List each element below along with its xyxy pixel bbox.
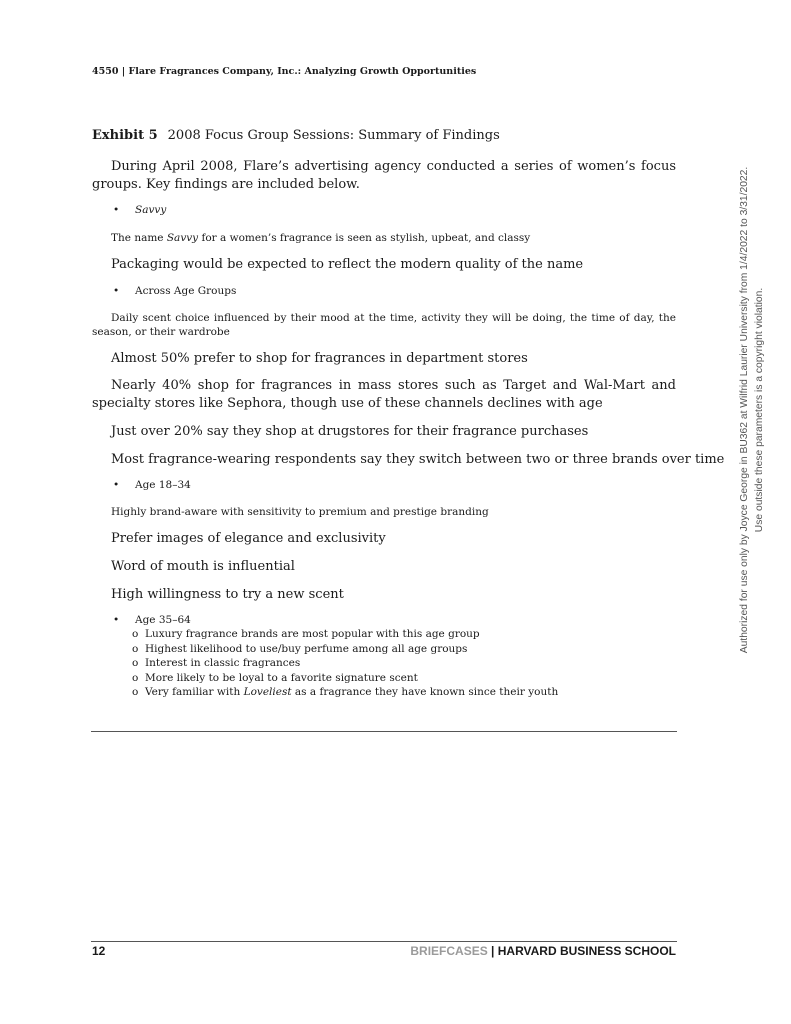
running-header: 4550 | Flare Fragrances Company, Inc.: Analyzing Growth Opportunities <box>92 66 477 77</box>
age1834-scent: High willingness to try a new scent <box>111 587 344 602</box>
list-item: o Highest likelihood to use/buy perfume among all age groups <box>132 642 468 655</box>
age1834-word: Word of mouth is influential <box>111 559 295 574</box>
age3564-list <box>132 627 558 700</box>
savvy-line-2: Packaging would be expected to reflect the modern quality of the name <box>111 257 584 272</box>
age1834-brand: Highly brand-aware with sensitivity to premium and prestige branding <box>111 506 489 518</box>
list-item: o Interest in classic fragrances <box>132 657 301 670</box>
bullet-age-18-34: • Age 18–34 <box>113 479 191 491</box>
intro-paragraph: During April 2008, Flare’s advertising agency conducted a series of women’s focus groups. Key findings are included below. <box>92 159 676 192</box>
watermark-line-2: Use outside these parameters is a copyright violation. <box>754 287 765 533</box>
bullet-age-35-64: • Age 35–64 <box>113 614 191 626</box>
list-item: o Luxury fragrance brands are most popular with this age group <box>132 628 480 640</box>
across-dept: Almost 50% prefer to shop for fragrances in department stores <box>111 351 528 366</box>
across-switch: Most fragrance-wearing respondents say they switch between two or three brands over time <box>111 452 725 467</box>
savvy-line-1: The name Savvy for a women’s fragrance is seen as stylish, upbeat, and classy <box>111 232 531 244</box>
age1834-images: Prefer images of elegance and exclusivity <box>111 531 386 546</box>
bullet-across-age-groups: • Across Age Groups <box>113 285 237 297</box>
bullet-savvy: • Savvy <box>113 204 167 216</box>
footer-rule <box>91 941 677 942</box>
list-item: o Very familiar with Loveliest as a fragrance they have known since their youth <box>132 686 559 699</box>
savvy-heading: Savvy <box>135 204 167 216</box>
across-daily: Daily scent choice influenced by their mood at the time, activity they will be doing, the time of day, the season, or their wardrobe <box>92 312 676 338</box>
footer-brand: BRIEFCASES | HARVARD BUSINESS SCHOOL <box>410 944 676 958</box>
across-mass: Nearly 40% shop for fragrances in mass stores such as Target and Wal-Mart and specialty stores like Sephora, though use of these channels declines with age <box>92 378 676 411</box>
across-drug: Just over 20% say they shop at drugstores for their fragrance purchases <box>111 424 589 439</box>
exhibit-heading: 2008 Focus Group Sessions: Summary of Findings <box>167 128 500 143</box>
exhibit-end-rule <box>91 731 677 732</box>
exhibit-label: Exhibit 5 <box>92 128 158 143</box>
exhibit-title <box>92 128 500 143</box>
page-number: 12 <box>92 944 106 958</box>
watermark-line-1: Authorized for use only by Joyce George in BU362 at Wilfrid Laurier University from 1/4/2022 to 3/31/2022. <box>739 166 750 654</box>
list-item: o More likely to be loyal to a favorite signature scent <box>132 671 418 684</box>
